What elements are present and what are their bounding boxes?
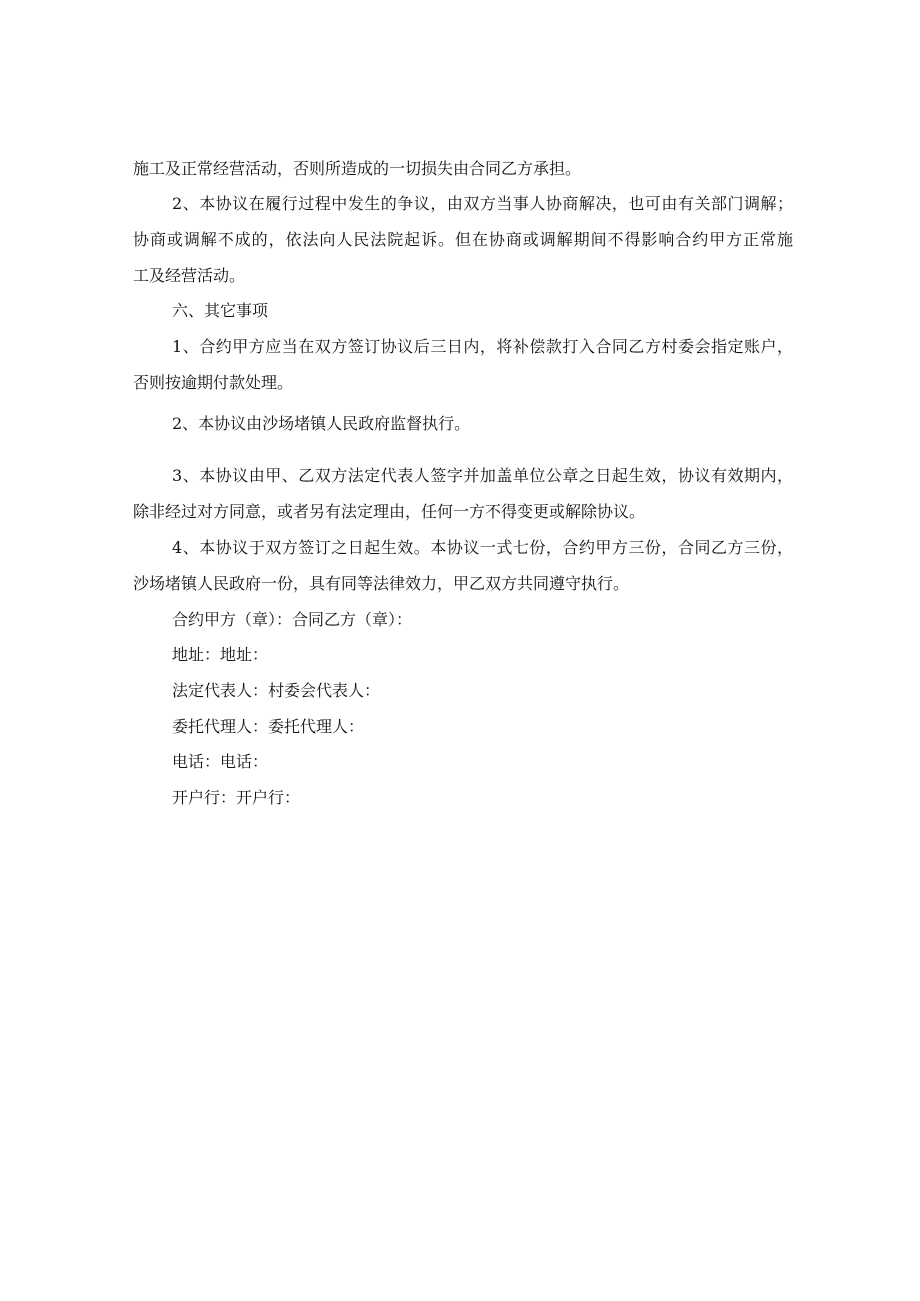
signature-legal-rep-line: 法定代表人：村委会代表人： <box>172 681 381 700</box>
item-4-line-2: 沙场堵镇人民政府一份，具有同等法律效力，甲乙双方共同遵守执行。 <box>133 574 630 593</box>
signature-bank-line: 开户行：开户行： <box>172 788 301 807</box>
item-1-line-2: 否则按逾期付款处理。 <box>133 373 294 392</box>
section-heading-other-matters: 六、其它事项 <box>172 301 269 320</box>
item-3-line-2: 除非经过对方同意，或者另有法定理由，任何一方不得变更或解除协议。 <box>133 502 646 521</box>
clause-dispute-line-2: 协商或调解不成的，依法向人民法院起诉。但在协商或调解期间不得影响合约甲方正常施 <box>133 230 793 249</box>
clause-dispute-line-3: 工及经营活动。 <box>133 266 246 285</box>
item-4-line-1: 4、本协议于双方签订之日起生效。本协议一式七份，合约甲方三份，合同乙方三份， <box>172 538 793 557</box>
clause-dispute-line-1: 2、本协议在履行过程中发生的争议，由双方当事人协商解决，也可由有关部门调解； <box>172 194 793 213</box>
signature-agent-line: 委托代理人：委托代理人： <box>172 717 365 736</box>
signature-address-line: 地址：地址： <box>172 645 269 664</box>
item-1-line-1: 1、合约甲方应当在双方签订协议后三日内，将补偿款打入合同乙方村委会指定账户， <box>172 337 793 356</box>
item-3-line-1: 3、本协议由甲、乙双方法定代表人签字并加盖单位公章之日起生效，协议有效期内， <box>172 466 793 485</box>
signature-seal-line: 合约甲方（章）：合同乙方（章）： <box>172 610 413 629</box>
paragraph-continuation-line: 施工及正常经营活动，否则所造成的一切损失由合同乙方承担。 <box>133 159 582 178</box>
signature-phone-line: 电话：电话： <box>172 752 269 771</box>
item-2-line-1: 2、本协议由沙场堵镇人民政府监督执行。 <box>172 414 471 433</box>
